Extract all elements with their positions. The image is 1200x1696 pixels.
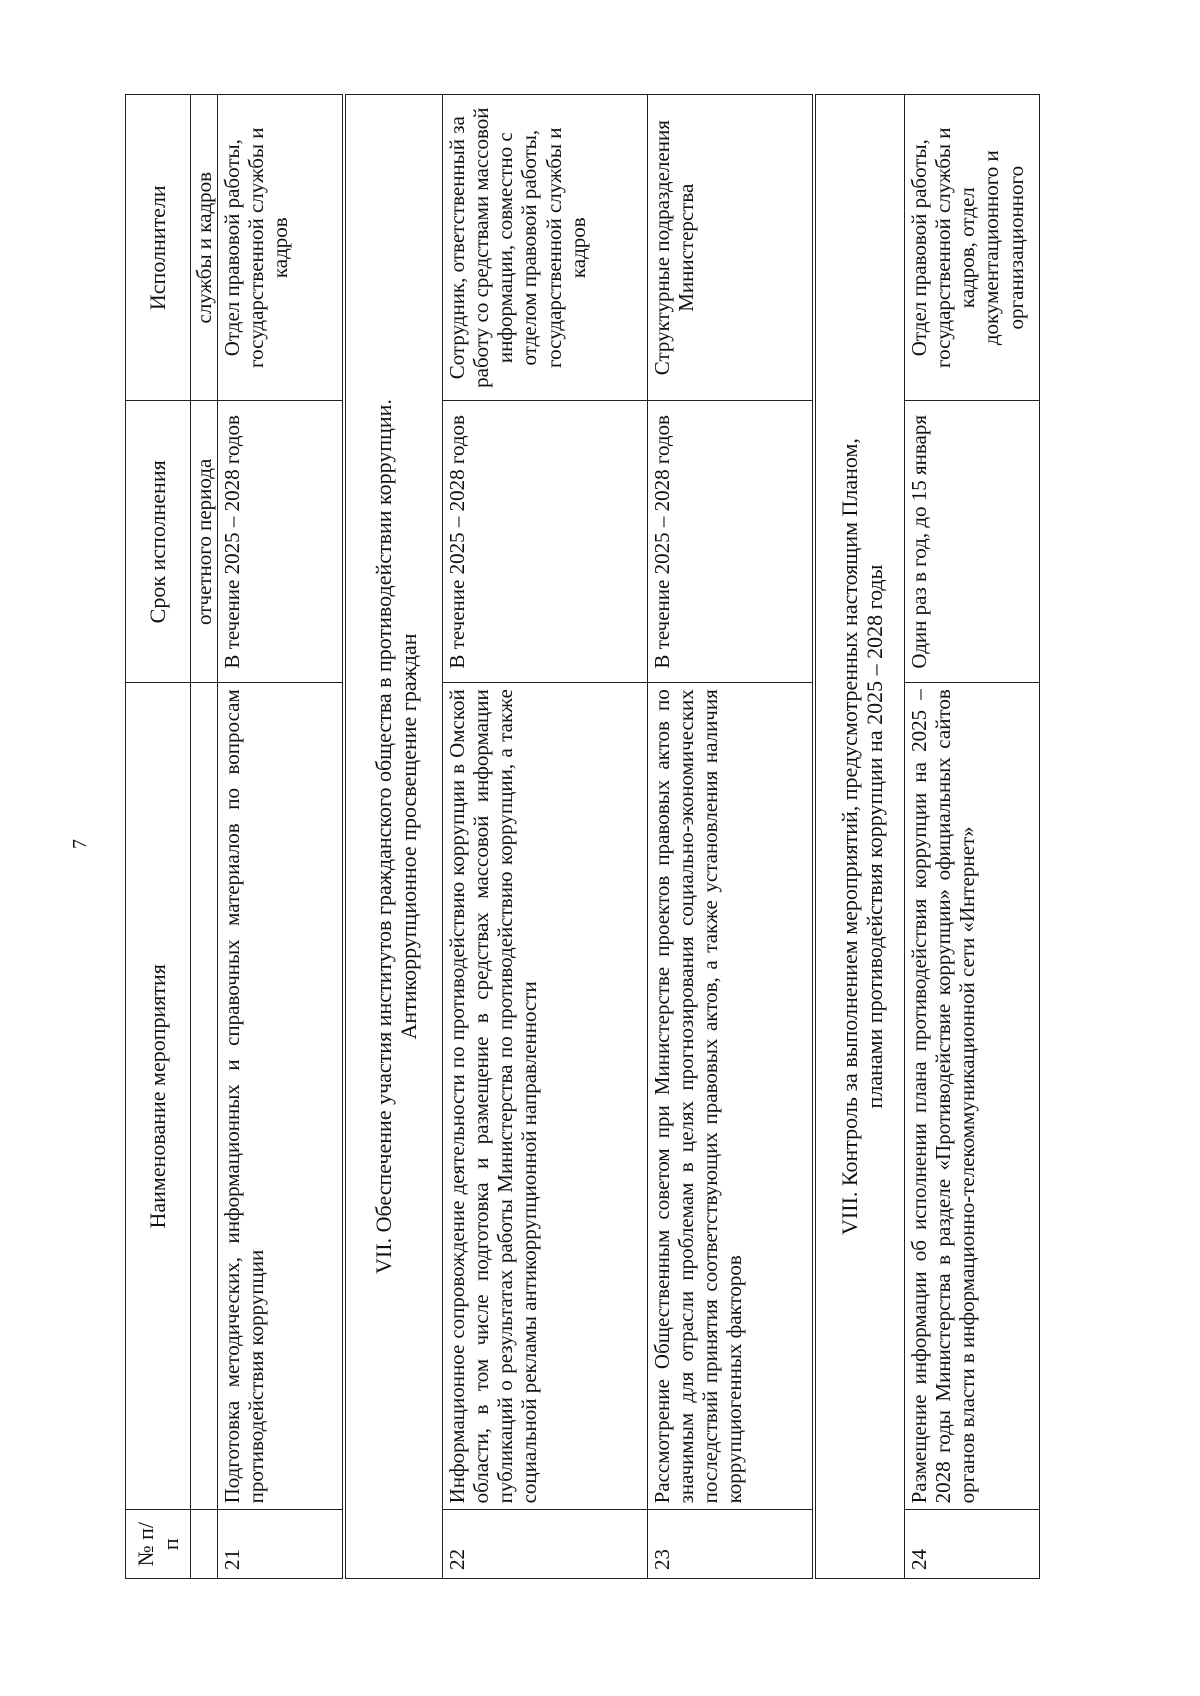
section-heading-viii bbox=[814, 95, 905, 1579]
row-term: В течение 2025 – 2028 годов bbox=[648, 401, 815, 683]
continuation-row bbox=[191, 95, 218, 1579]
row-term: В течение 2025 – 2028 годов bbox=[218, 401, 345, 683]
row-name: Размещение информации об исполнении плана противодействия коррупции на 2025 – 2028 годы Министерства в разделе «Противодействие коррупции» официальных сайтов органов власти в информационно-телекоммуникационной сети «Интернет» bbox=[905, 683, 1040, 1510]
continuation-number-cell bbox=[191, 1510, 218, 1579]
table-row bbox=[905, 95, 1040, 1579]
continuation-name-cell bbox=[191, 683, 218, 1510]
row-executors: Структурные подразделения Министерства bbox=[648, 95, 815, 401]
header-executors: Исполнители bbox=[126, 95, 191, 401]
section-vii-line1: VII. Обеспечение участия институтов гражданского общества в противодействии коррупции. bbox=[370, 399, 396, 1274]
row-number: 23 bbox=[648, 1510, 815, 1579]
row-name: Информационное сопровождение деятельности по противодействию коррупции в Омской области, в том числе подготовка и размещение в средствах массовой информации публикаций о результатах работы Министерства по противодействию коррупции, а также социальной рекламы антикоррупционной направленности bbox=[443, 683, 648, 1510]
table-row bbox=[648, 95, 815, 1579]
continuation-executors: службы и кадров bbox=[191, 95, 218, 401]
section-viii-line2: планами противодействия коррупции на 2025 – 2028 годы bbox=[862, 564, 887, 1109]
row-number: 24 bbox=[905, 1510, 1040, 1579]
section-viii-line1: VIII. Контроль за выполнением мероприятий, предусмотренных настоящим Планом, bbox=[836, 438, 862, 1235]
row-name: Рассмотрение Общественным советом при Министерстве проектов правовых актов по значимым для отрасли проблемам в целях прогнозирования социально-экономических последствий принятия соответствующих правовых актов, а также установления наличия коррупциогенных факторов bbox=[648, 683, 815, 1510]
header-term: Срок исполнения bbox=[126, 401, 191, 683]
section-row-vii bbox=[344, 95, 443, 1579]
row-term: В течение 2025 – 2028 годов bbox=[443, 401, 648, 683]
table-row bbox=[443, 95, 648, 1579]
table-header-row bbox=[126, 95, 191, 1579]
page-number: 7 bbox=[69, 839, 91, 849]
section-vii-line2: Антикоррупционное просвещение граждан bbox=[396, 633, 421, 1040]
row-executors: Отдел правовой работы, государственной службы и кадров, отдел документационного и организационного bbox=[905, 95, 1040, 401]
row-executors: Сотрудник, ответственный за работу со средствами массовой информации, совместно с отделом правовой работы, государственной службы и кадров bbox=[443, 95, 648, 401]
section-heading-vii bbox=[344, 95, 443, 1579]
continuation-term: отчетного периода bbox=[191, 401, 218, 683]
anticorruption-plan-table bbox=[125, 94, 1040, 1579]
row-number: 21 bbox=[218, 1510, 345, 1579]
section-row-viii bbox=[814, 95, 905, 1579]
row-executors: Отдел правовой работы, государственной службы и кадров bbox=[218, 95, 345, 401]
row-number: 22 bbox=[443, 1510, 648, 1579]
header-name: Наименование мероприятия bbox=[126, 683, 191, 1510]
row-name: Подготовка методических, информационных и справочных материалов по вопросам противодействия коррупции bbox=[218, 683, 345, 1510]
rotated-table-container bbox=[125, 94, 1028, 1579]
header-number: № п/п bbox=[126, 1510, 191, 1579]
row-term: Один раз в год, до 15 января bbox=[905, 401, 1040, 683]
table-row bbox=[218, 95, 345, 1579]
